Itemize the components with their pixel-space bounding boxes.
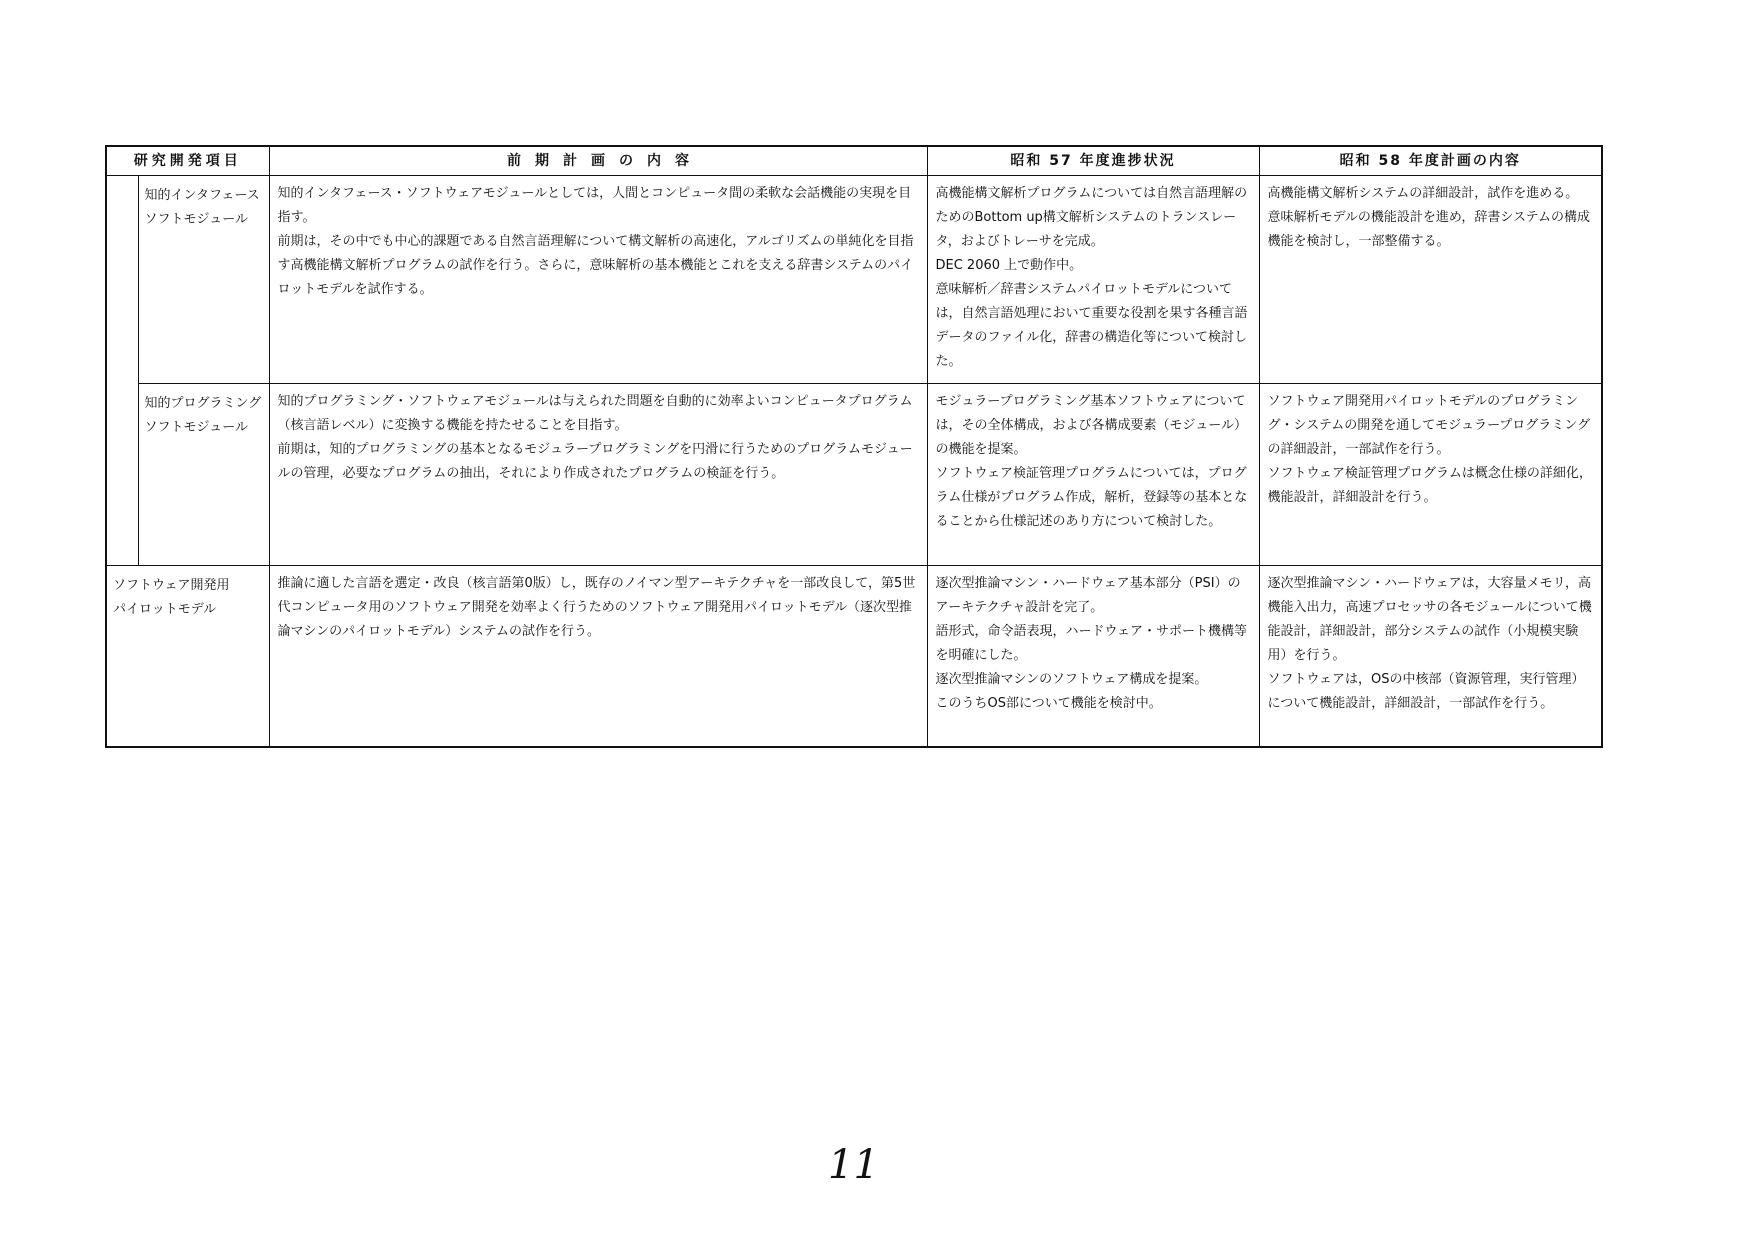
header-plan-58: 昭和 58 年度計画の内容 <box>1259 146 1602 176</box>
page-number: 11 <box>828 1142 879 1188</box>
item-name: 知的プログラミング ソフトモジュール <box>138 384 269 566</box>
plan-content: 推論に適した言語を選定・改良（核言語第0版）し，既存のノイマン型アーキテクチャを一部改良して，第5世代コンピュータ用のソフトウェア開発を効率よく行うためのソフトウェア開発用パイロットモデル（逐次型推論マシンのパイロットモデル）システムの試作を行う。 <box>269 566 927 748</box>
header-progress-57: 昭和 57 年度進捗状況 <box>927 146 1259 176</box>
item-name: ソフトウェア開発用 パイロットモデル <box>106 566 269 748</box>
plan-58: ソフトウェア開発用パイロットモデルのプログラミング・システムの開発を通してモジュラープログラミングの詳細設計，一部試作を行う。 ソフトウェア検証管理プログラムは概念仕様の詳細化，機能設計，詳細設計を行う。 <box>1259 384 1602 566</box>
table-header-row <box>106 146 1602 176</box>
table-row <box>106 384 1602 566</box>
group-indent-cell <box>106 176 138 566</box>
progress-57: モジュラープログラミング基本ソフトウェアについては，その全体構成，および各構成要素（モジュール）の機能を提案。 ソフトウェア検証管理プログラムについては，プログラム仕様がプログラム作成，解析，登録等の基本となることから仕様記述のあり方について検討した。 <box>927 384 1259 566</box>
progress-57: 逐次型推論マシン・ハードウェア基本部分（PSI）のアーキテクチャ設計を完了。 語形式，命令語表現，ハードウェア・サポート機構等を明確にした。 逐次型推論マシンのソフトウェア構成を提案。 このうちOS部について機能を検討中。 <box>927 566 1259 748</box>
header-item: 研究開発項目 <box>106 146 269 176</box>
table-row <box>106 566 1602 748</box>
plan-content: 知的プログラミング・ソフトウェアモジュールは与えられた問題を自動的に効率よいコンピュータプログラム（核言語レベル）に変換する機能を持たせることを目指す。 前期は，知的プログラミングの基本となるモジュラープログラミングを円滑に行うためのプログラムモジュールの管理，必要なプログラムの抽出，それにより作成されたプログラムの検証を行う。 <box>269 384 927 566</box>
table-row <box>106 176 1602 384</box>
progress-57: 高機能構文解析プログラムについては自然言語理解のためのBottom up構文解析システムのトランスレータ，およびトレーサを完成。 DEC 2060 上で動作中。 意味解析／辞書システムパイロットモデルについては，自然言語処理において重要な役割を果す各種言語データのファイル化，辞書の構造化等について検討した。 <box>927 176 1259 384</box>
research-plan-table <box>105 145 1603 748</box>
plan-58: 逐次型推論マシン・ハードウェアは，大容量メモリ，高機能入出力，高速プロセッサの各モジュールについて機能設計，詳細設計，部分システムの試作（小規模実験用）を行う。 ソフトウェアは，OSの中核部（資源管理，実行管理）について機能設計，詳細設計，一部試作を行う。 <box>1259 566 1602 748</box>
header-plan: 前 期 計 画 の 内 容 <box>269 146 927 176</box>
plan-58: 高機能構文解析システムの詳細設計，試作を進める。 意味解析モデルの機能設計を進め，辞書システムの構成機能を検討し，一部整備する。 <box>1259 176 1602 384</box>
item-name: 知的インタフェース ソフトモジュール <box>138 176 269 384</box>
plan-content: 知的インタフェース・ソフトウェアモジュールとしては，人間とコンピュータ間の柔軟な会話機能の実現を目指す。 前期は，その中でも中心的課題である自然言語理解について構文解析の高速化，アルゴリズムの単純化を目指す高機能構文解析プログラムの試作を行う。さらに，意味解析の基本機能とこれを支える辞書システムのパイロットモデルを試作する。 <box>269 176 927 384</box>
